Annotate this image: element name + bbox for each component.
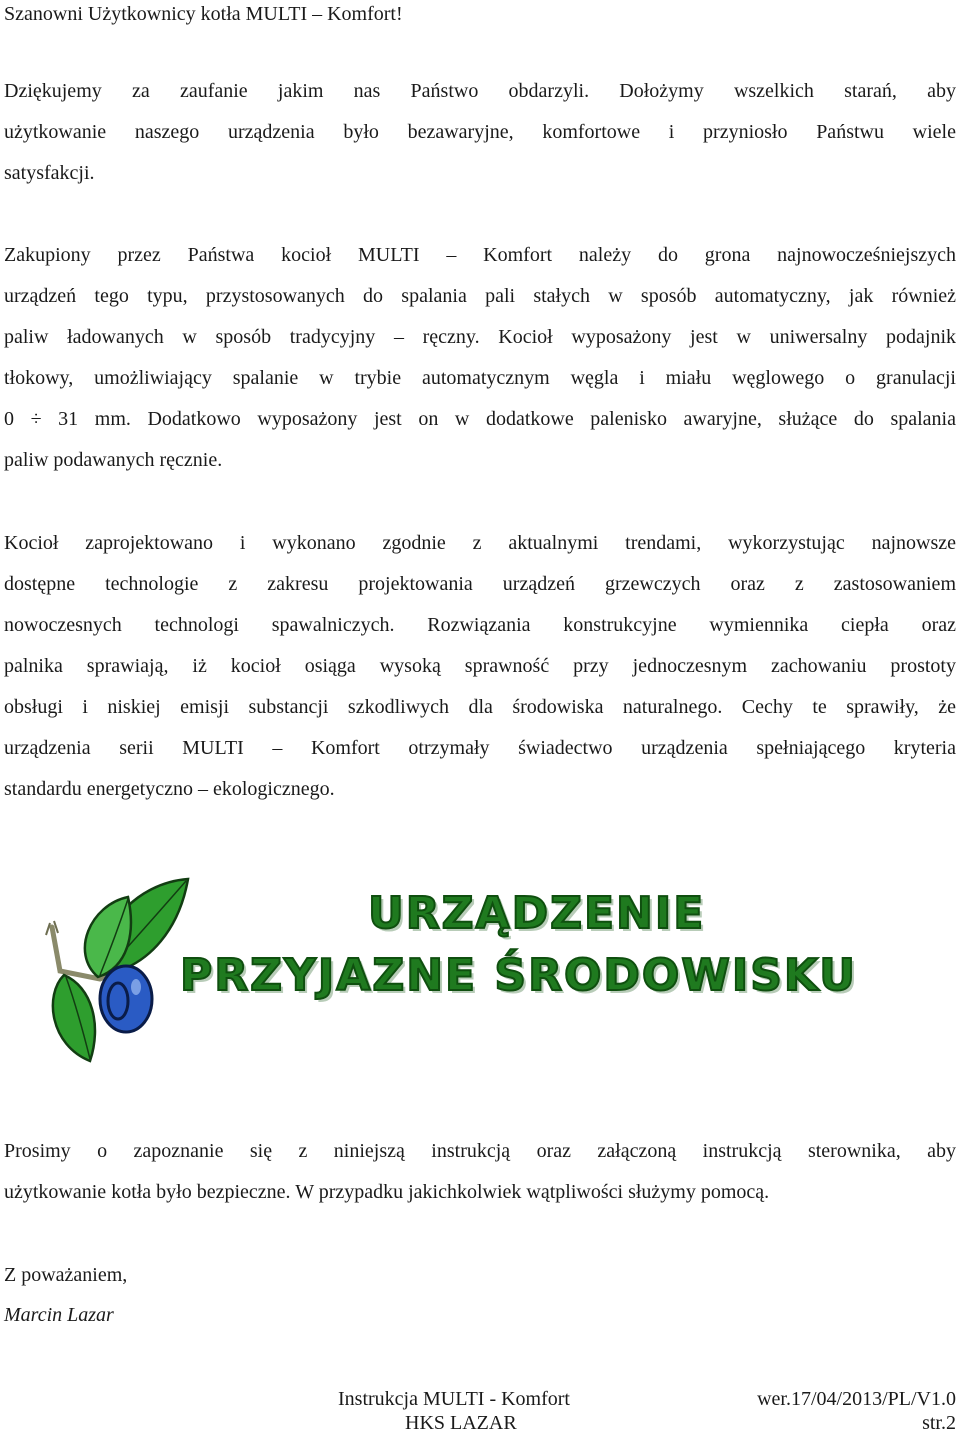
paragraph-line: palnika sprawiają, iż kocioł osiąga wysoką sprawność przy jednoczesnym zachowaniu prostoty [4, 655, 956, 677]
logo-line-1: URZĄDZENIE [368, 888, 706, 939]
paragraph-line: paliw podawanych ręcznie. [4, 449, 223, 471]
paragraph-line: Zakupiony przez Państwa kocioł MULTI – Komfort należy do grona najnowocześniejszych [4, 244, 956, 266]
paragraph-line: obsługi i niskiej emisji substancji szkodliwych dla środowiska naturalnego. Cechy te sprawiły, że [4, 696, 956, 718]
closing-text: Z poważaniem, [4, 1264, 128, 1286]
paragraph-line: urządzeń tego typu, przystosowanych do spalania pali stałych w sposób automatyczny, jak również [4, 285, 956, 307]
paragraph-line: Dziękujemy za zaufanie jakim nas Państwo obdarzyli. Dołożymy wszelkich starań, aby [4, 80, 956, 102]
paragraph-line: urządzenia serii MULTI – Komfort otrzymały świadectwo urządzenia spełniającego kryteria [4, 737, 956, 759]
paragraph-line: standardu energetyczno – ekologicznego. [4, 778, 335, 800]
paragraph-line: satysfakcji. [4, 162, 95, 184]
footer-version: wer.17/04/2013/PL/V1.0 [757, 1388, 956, 1410]
greeting-heading: Szanowni Użytkownicy kotła MULTI – Komfort! [4, 3, 403, 25]
footer-title: Instrukcja MULTI - Komfort [338, 1388, 570, 1410]
logo-line-2: PRZYJAZNE ŚRODOWISKU [180, 950, 857, 1001]
signature: Marcin Lazar [4, 1304, 114, 1326]
paragraph-line: nowoczesnych technologi spawalniczych. Rozwiązania konstrukcyjne wymiennika ciepła oraz [4, 614, 956, 636]
paragraph-line: użytkowanie kotła było bezpieczne. W przypadku jakichkolwiek wątpliwości służymy pomocą. [4, 1181, 770, 1203]
paragraph-line: Kocioł zaprojektowano i wykonano zgodnie z aktualnymi trendami, wykorzystując najnowsze [4, 532, 956, 554]
paragraph-line: tłokowy, umożliwiający spalanie w trybie automatycznym węgla i miału węglowego o granulacji [4, 367, 956, 389]
plum-leaves-icon [40, 875, 190, 1065]
footer-page-number: str.2 [922, 1412, 956, 1434]
paragraph-line: paliw ładowanych w sposób tradycyjny – ręczny. Kocioł wyposażony jest w uniwersalny podajnik [4, 326, 956, 348]
footer-company: HKS LAZAR [405, 1412, 517, 1434]
paragraph-line: 0 ÷ 31 mm. Dodatkowo wyposażony jest on w dodatkowe palenisko awaryjne, służące do spalania [4, 408, 956, 430]
paragraph-line: Prosimy o zapoznanie się z niniejszą instrukcją oraz załączoną instrukcją sterownika, aby [4, 1140, 956, 1162]
paragraph-line: dostępne technologie z zakresu projektowania urządzeń grzewczych oraz z zastosowaniem [4, 573, 956, 595]
paragraph-line: użytkowanie naszego urządzenia było bezawaryjne, komfortowe i przyniosło Państwu wiele [4, 121, 956, 143]
